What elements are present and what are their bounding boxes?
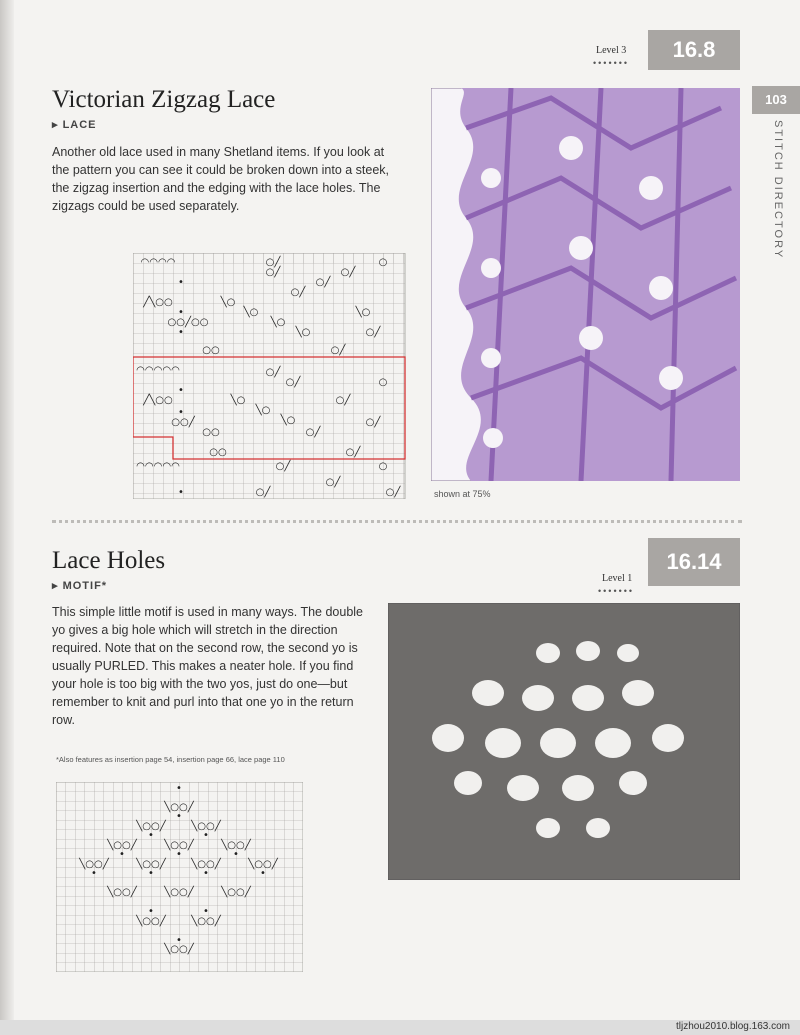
svg-text:○○╱: ○○╱ — [171, 417, 195, 428]
svg-text:○: ○ — [378, 257, 388, 268]
svg-text:○○: ○○ — [202, 345, 220, 356]
svg-text:○○╱○○: ○○╱○○ — [167, 317, 209, 328]
section-title-2: Lace Holes — [52, 547, 166, 574]
svg-text:•: • — [203, 906, 209, 917]
description-1: Another old lace used in many Shetland items. If you look at the pattern you can see it could be broken down into a steek, the zigzag insertion and the edging with the lace holes. The zigzags could be used separately. — [52, 145, 390, 213]
svg-text:╲○: ╲○ — [280, 415, 296, 426]
pattern-number-2: 16.14 — [648, 538, 740, 586]
svg-text:╲○: ╲○ — [355, 307, 371, 318]
svg-text:╲○○╱: ╲○○╱ — [164, 944, 194, 955]
chart-lace-holes — [56, 782, 303, 972]
svg-text:╱╲○○: ╱╲○○ — [143, 395, 173, 406]
section-divider — [52, 520, 742, 523]
svg-text:•: • — [260, 868, 266, 879]
svg-text:○╱: ○╱ — [315, 277, 331, 288]
svg-text:○╱: ○╱ — [340, 267, 356, 278]
svg-text:○╱: ○╱ — [285, 377, 301, 388]
svg-text:•: • — [119, 849, 125, 860]
svg-text:○╱: ○╱ — [305, 427, 321, 438]
photo-zigzag-lace — [431, 88, 740, 481]
svg-text:○╱: ○╱ — [385, 487, 401, 498]
svg-text:○╱: ○╱ — [330, 345, 346, 356]
svg-text:╲○○╱: ╲○○╱ — [248, 859, 278, 870]
svg-text:○╱: ○╱ — [275, 461, 291, 472]
svg-text:╲○: ╲○ — [243, 307, 259, 318]
svg-text:•: • — [176, 811, 182, 822]
svg-text:○╱: ○╱ — [265, 257, 281, 268]
footer-bar — [0, 1020, 800, 1035]
svg-text:•: • — [148, 868, 154, 879]
svg-text:╲○○╱: ╲○○╱ — [136, 859, 166, 870]
svg-text:╲○○╱: ╲○○╱ — [79, 859, 109, 870]
svg-text:◠◠◠◠◠: ◠◠◠◠◠ — [136, 365, 180, 376]
svg-text:•: • — [178, 487, 184, 498]
category-label-1: ▸ LACE — [52, 119, 97, 131]
svg-text:╲○○╱: ╲○○╱ — [164, 802, 194, 813]
svg-text:○╱: ○╱ — [290, 287, 306, 298]
svg-text:•: • — [203, 830, 209, 841]
stitch-directory-label: STITCH DIRECTORY — [772, 120, 784, 260]
level-dots-1: ••••••• — [593, 58, 630, 68]
svg-text:•: • — [176, 849, 182, 860]
svg-text:•: • — [178, 277, 184, 288]
svg-text:╲○○╱: ╲○○╱ — [221, 887, 251, 898]
svg-text:╲○: ╲○ — [295, 327, 311, 338]
page-number-tab: 103 — [752, 86, 800, 114]
svg-text:╱╲○○: ╱╲○○ — [143, 297, 173, 308]
category-text-2: MOTIF* — [62, 580, 108, 592]
svg-text:╲○○╱: ╲○○╱ — [191, 859, 221, 870]
svg-text:○╱: ○╱ — [265, 367, 281, 378]
svg-text:╲○○╱: ╲○○╱ — [164, 840, 194, 851]
footnote-2: *Also features as insertion page 54, insertion page 66, lace page 110 — [56, 755, 285, 764]
level-label-2: Level 1 — [602, 573, 633, 584]
svg-text:•: • — [176, 935, 182, 946]
page-gutter — [0, 0, 14, 1035]
svg-text:╲○○╱: ╲○○╱ — [107, 887, 137, 898]
level-dots-2: ••••••• — [598, 586, 635, 596]
svg-text:•: • — [176, 783, 182, 794]
svg-text:╲○: ╲○ — [220, 297, 236, 308]
svg-text:○○: ○○ — [202, 427, 220, 438]
category-text-1: LACE — [62, 119, 97, 131]
svg-text:•: • — [148, 830, 154, 841]
svg-text:◠◠◠◠: ◠◠◠◠ — [140, 257, 176, 268]
category-label-2: ▸ MOTIF* — [52, 580, 108, 592]
svg-text:╲○: ╲○ — [270, 317, 286, 328]
svg-text:○: ○ — [378, 461, 388, 472]
svg-text:•: • — [203, 868, 209, 879]
footer-url: tljzhou2010.blog.163.com — [676, 1021, 790, 1032]
section-title-1: Victorian Zigzag Lace — [52, 86, 276, 113]
svg-text:○╱: ○╱ — [365, 417, 381, 428]
svg-text:╲○○╱: ╲○○╱ — [164, 887, 194, 898]
svg-text:╲○○╱: ╲○○╱ — [136, 916, 166, 927]
photo-lace-holes — [388, 603, 740, 880]
svg-text:○╱: ○╱ — [265, 267, 281, 278]
svg-text:○╱: ○╱ — [345, 447, 361, 458]
svg-text:○: ○ — [378, 377, 388, 388]
svg-text:○╱: ○╱ — [335, 395, 351, 406]
svg-text:•: • — [148, 906, 154, 917]
svg-text:╲○○╱: ╲○○╱ — [191, 821, 221, 832]
svg-text:•: • — [178, 307, 184, 318]
svg-text:╲○○╱: ╲○○╱ — [221, 840, 251, 851]
svg-text:○╱: ○╱ — [365, 327, 381, 338]
svg-text:╲○: ╲○ — [255, 405, 271, 416]
svg-text:○╱: ○╱ — [325, 477, 341, 488]
svg-text:•: • — [178, 327, 184, 338]
svg-text:•: • — [178, 407, 184, 418]
svg-text:•: • — [91, 868, 97, 879]
svg-text:╲○: ╲○ — [230, 395, 246, 406]
pattern-number-1: 16.8 — [648, 30, 740, 70]
photo-caption-1: shown at 75% — [434, 489, 491, 499]
svg-text:•: • — [178, 385, 184, 396]
svg-text:╲○○╱: ╲○○╱ — [191, 916, 221, 927]
svg-text:○╱: ○╱ — [255, 487, 271, 498]
chart-zigzag-lace — [133, 253, 408, 499]
description-2: This simple little motif is used in many ways. The double yo gives a big hole which will stretch in the direction required. Note that on the second row, the second yo is usually PURLED. This makes a neater hole. If you find your hole is too big with the two yos, just do one—but remember to knit and purl into that one yo in the return row. — [52, 605, 364, 727]
svg-text:◠◠◠◠◠: ◠◠◠◠◠ — [136, 461, 180, 472]
svg-text:•: • — [233, 849, 239, 860]
svg-text:○○: ○○ — [209, 447, 227, 458]
svg-text:╲○○╱: ╲○○╱ — [107, 840, 137, 851]
svg-text:╲○○╱: ╲○○╱ — [136, 821, 166, 832]
level-label-1: Level 3 — [596, 45, 627, 56]
